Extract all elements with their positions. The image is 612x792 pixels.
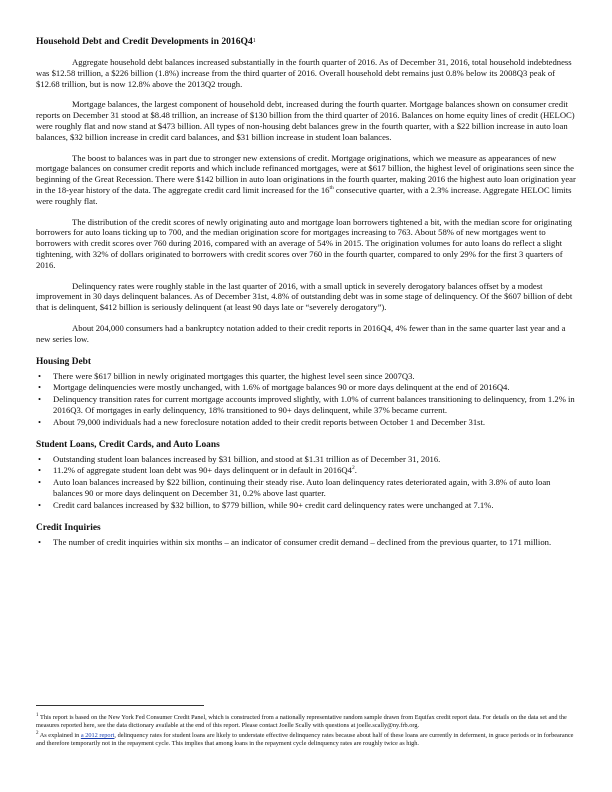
footnote-marker-2[interactable]: 2 [351, 465, 355, 472]
list-item: • Delinquency transition rates for current mortgage accounts improved slightly, with 1.0% of current balances transitioning to delinquency, from 1.2% in 2016Q3. Of mortgages in early delinquency, 18% transitioned to 90+ days delinquent, while 37% became current. [38, 394, 575, 415]
section-heading-student-loans: Student Loans, Credit Cards, and Auto Loans [36, 439, 220, 450]
report-title: Household Debt and Credit Developments in $2016Q4^1$ [36, 36, 256, 47]
paragraph-mortgage: Mortgage balances, the largest component of household debt, increased during the fourth quarter. Mortgage balances shown on consumer credit reports on December 31 stood at $8.48 trillion, an increase of $130 billion from the third quarter of 2016. Balances on home equity lines of credit (HELOC) were roughly flat and now stand at $473 billion. All types of non-housing debt balances grew in the fourth quarter, with a $22 billion increase in auto loan balances, $32 billion increase in credit card balances, and $31 billion increase in student loan balances. [36, 99, 575, 142]
footnote-2: $^2$ As explained in a 2012 report, delinquency rates for student loans are likely to understate effective delinquency rates because about half of these loans are currently in deferment, in grace periods or in forbearance and therefore temporarily not in the repayment cycle. This implies that among loans in the repayment cycle delinquency rates are roughly twice as high. [36, 730, 574, 747]
footnote-divider [36, 705, 204, 706]
list-item: • Outstanding student loan balances increased by $31 billion, and stood at $1.31 trillion as of December 31, 2016. [38, 453, 441, 464]
footnote-1: $^1$ This report is based on the New York Fed Consumer Credit Panel, which is constructed from a nationally representative random sample drawn from Equifax credit report data. For details on the data set and the measures reported here, see the data dictionary available at the end of this report. Please contact Joelle Scally with questions at joelle.scally@ny.frb.org. [36, 712, 567, 729]
paragraph-aggregate: Aggregate household debt balances increased substantially in the fourth quarter of 2016. As of December 31, 2016, total household indebtedness was $12.58 trillion, a $226 billion (1.8%) increase from the third quarter of 2016. Overall household debt remains just 0.8% below its 2008Q3 peak of $12.68 trillion, but is now 12.8% above the 2013Q2 trough. [36, 57, 572, 89]
paragraph-bankruptcy: About 204,000 consumers had a bankruptcy notation added to their credit reports in 2016Q4, 4% fewer than in the same quarter last year and a new series low. [36, 322, 566, 344]
report-2012-link[interactable]: a 2012 report [80, 732, 115, 739]
inquiries-bullet-list [36, 537, 576, 548]
paragraph-originations: The boost to balances was in part due to stronger new extensions of credit. Mortgage originations, which we measure as appearances of new mortgage balances on consumer credit reports and which include refinanced mortgages, were at $617 billion, the highest level of originations seen since the beginning of the Great Recession. There were $142 billion in auto loan originations in the fourth quarter, making 2016 the highest auto loan origination year in the 18-year history of the data. The aggregate credit card limit increased for the 16th consecutive quarter, with a 2.3% increase. Aggregate HELOC limits were roughly flat. [36, 152, 576, 206]
list-item: • The number of credit inquiries within six months – an indicator of consumer credit demand – declined from the previous quarter, to 171 million. [38, 536, 552, 547]
paragraph-delinquency: Delinquency rates were roughly stable in the last quarter of 2016, with a small uptick in severely derogatory balances offset by a modest improvement in 30 days delinquent balances. As of December 31st, 4.8% of outstanding debt was in some stage of delinquency. Of the $607 billion of debt that is delinquent, $412 billion is seriously delinquent (at least 90 days late or “severely derogatory”). [36, 280, 573, 313]
list-item: • Auto loan balances increased by $22 billion, continuing their steady rise. Auto loan delinquency rates deteriorated again, with 3.8% of auto loan balances 90 or more days delinquent on December 31, 0.2% above last quarter. [38, 477, 551, 498]
housing-bullet-list [36, 371, 576, 428]
footnotes [36, 705, 576, 750]
report-page [36, 36, 576, 548]
title-footnote-marker[interactable]: 1 [252, 38, 256, 44]
section-heading-housing: Housing Debt [36, 356, 91, 367]
list-item: • Credit card balances increased by $32 billion, to $779 billion, while 90+ credit card delinquency rates were unchanged at 7.1%. [38, 499, 494, 510]
section-heading-credit-inquiries: Credit Inquiries [36, 522, 101, 533]
list-item: • About 79,000 individuals had a new foreclosure notation added to their credit reports between October 1 and December 31st. [38, 416, 486, 427]
list-item: • Mortgage delinquencies were mostly unchanged, with 1.6% of mortgage balances 90 or more days delinquent at the end of 2016Q4. [38, 382, 510, 393]
list-item: • 11.2% of aggregate student loan debt was 90+ days delinquent or in default in $2016Q4^2$. [38, 465, 357, 476]
list-item: • There were $617 billion in newly originated mortgages this quarter, the highest level seen since 2007Q3. [38, 370, 415, 381]
paragraph-credit-scores: The distribution of the credit scores of newly originating auto and mortgage loan borrowers tightened a bit, with the median score for originating borrowers for auto loans ticking up to 700, and the median origination score for mortgages increasing to 763. About 58% of new mortgages went to borrowers with credit scores over 760 during 2016, compared with an average of 54% in 2015. The origination volumes for auto loans do reflect a slight tightening, with 32% of dollars originated to borrowers with credit scores over 760 in the fourth quarter, compared to only 29% for the first 3 quarters of 2016. [36, 216, 572, 270]
student-bullet-list [36, 454, 576, 511]
